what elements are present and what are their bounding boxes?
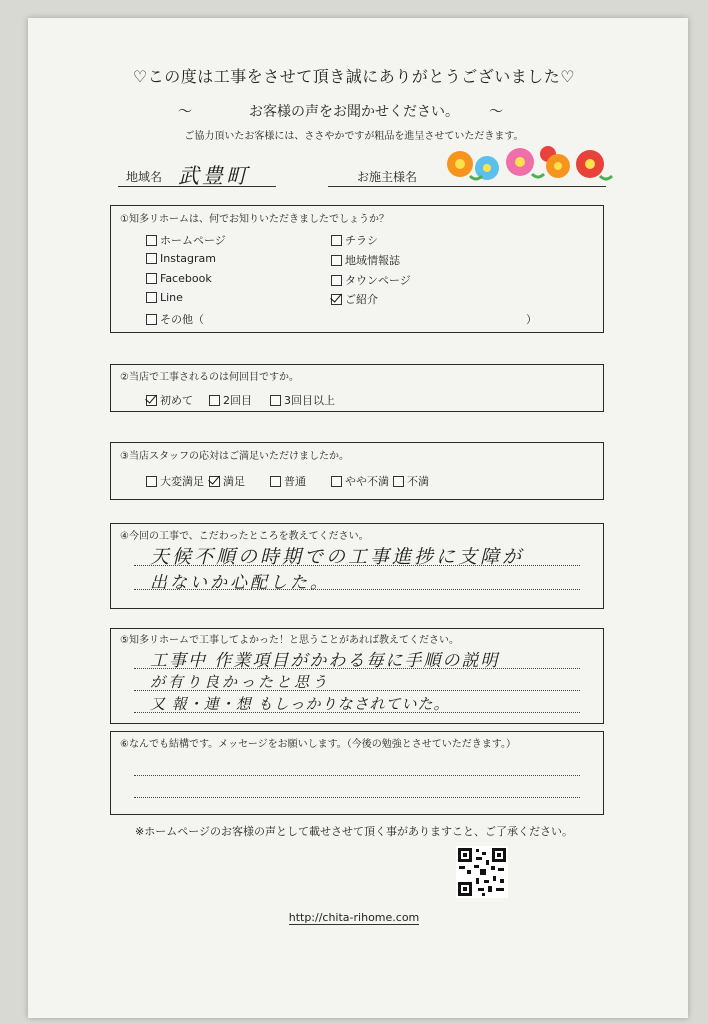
checkbox[interactable] <box>209 395 220 406</box>
checkbox[interactable] <box>270 395 281 406</box>
q1-other-close: ） <box>526 313 537 326</box>
page-subtitle: お客様の声をお聞かせください。 <box>249 104 459 120</box>
q3-option-satisfied[interactable]: 満足 <box>209 473 245 489</box>
q4-answer-text-2: 出ないか心配した。 <box>150 573 330 593</box>
page-title: ♡この度は工事をさせて頂き誠にありがとうございました♡ <box>132 67 576 86</box>
checkbox-checked[interactable] <box>331 294 342 305</box>
q6-question: ⑥なんでも結構です。メッセージをお願いします。（今後の勉強とさせていただきます。） <box>120 739 516 750</box>
qr-code[interactable] <box>456 846 508 898</box>
area-label: 地域名 <box>126 170 163 184</box>
q5-answer-text-1: 工事中 作業項目がかわる毎に手順の説明 <box>150 651 500 671</box>
q2-option-third-plus[interactable]: 3回目以上 <box>270 392 335 408</box>
q4-question: ④今回の工事で、こだわったところを教えてください。 <box>120 531 369 542</box>
subtitle-tilde-left: 〜 <box>178 104 192 120</box>
q6-answer-line-1 <box>134 775 580 776</box>
q3-option-dissatisfied[interactable]: 不満 <box>393 473 429 489</box>
flowers-icon <box>440 142 618 188</box>
checkbox[interactable] <box>146 235 157 246</box>
q1-option-flyer[interactable]: チラシ <box>331 232 378 248</box>
q5-question: ⑤知多リホームで工事してよかった！と思うことがあれば教えてください。 <box>120 635 459 646</box>
checkbox[interactable] <box>393 476 404 487</box>
website-url-text[interactable]: http://chita-rihome.com <box>288 911 420 924</box>
checkbox[interactable] <box>331 275 342 286</box>
checkbox[interactable] <box>146 292 157 303</box>
checkbox[interactable] <box>146 253 157 264</box>
q3-question: ③当店スタッフの応対はご満足いただけましたか。 <box>120 451 349 462</box>
q2-option-first[interactable]: 初めて <box>146 392 193 408</box>
client-label: お施主様名 <box>357 170 418 184</box>
checkbox-checked[interactable] <box>209 476 220 487</box>
qr-code-icon <box>456 846 508 898</box>
checkbox[interactable] <box>146 273 157 284</box>
q1-option-referral[interactable]: ご紹介 <box>331 291 378 307</box>
flower-sticker <box>440 142 618 188</box>
footer-note: ※ホームページのお客様の声として載せさせて頂く事がありますこと、ご了承ください。 <box>135 825 573 838</box>
q3-option-normal[interactable]: 普通 <box>270 473 306 489</box>
checkbox[interactable] <box>331 235 342 246</box>
q4-answer-text-1: 天候不順の時期での工事進捗に支障が <box>150 546 525 568</box>
q1-option-townpage[interactable]: タウンページ <box>331 272 411 288</box>
subtitle-tilde-right: 〜 <box>489 104 503 120</box>
checkbox[interactable] <box>270 476 281 487</box>
q3-option-somewhat-dissatisfied[interactable]: やや不満 <box>331 473 389 489</box>
q1-question: ①知多リホームは、何でお知りいただきましたでしょうか？ <box>120 214 389 225</box>
q1-option-homepage[interactable]: ホームページ <box>146 232 226 248</box>
q5-answer-text-2: が有り良かったと思う <box>150 673 331 691</box>
gift-note: ご協力頂いたお客様には、ささやかですが粗品を進呈させていただきます。 <box>184 131 524 142</box>
q2-question: ②当店で工事されるのは何回目ですか。 <box>120 372 299 383</box>
website-url[interactable] <box>0 911 708 924</box>
checkbox[interactable] <box>146 476 157 487</box>
q5-answer-text-3: 又 報・連・想 もしっかりなされていた。 <box>150 695 450 713</box>
area-value: 武豊町 <box>178 164 250 188</box>
checkbox[interactable] <box>331 255 342 266</box>
q1-option-local-magazine[interactable]: 地域情報誌 <box>331 252 400 268</box>
q1-option-other[interactable]: その他（ <box>146 311 204 327</box>
checkbox[interactable] <box>331 476 342 487</box>
area-underline <box>118 186 276 187</box>
q6-answer-line-2 <box>134 797 580 798</box>
checkbox-checked[interactable] <box>146 395 157 406</box>
q2-option-second[interactable]: 2回目 <box>209 392 252 408</box>
q1-option-line[interactable]: Line <box>146 291 183 304</box>
q1-option-facebook[interactable]: Facebook <box>146 272 212 285</box>
q3-option-very-satisfied[interactable]: 大変満足 <box>146 473 204 489</box>
checkbox[interactable] <box>146 314 157 325</box>
q1-option-instagram[interactable]: Instagram <box>146 252 216 265</box>
